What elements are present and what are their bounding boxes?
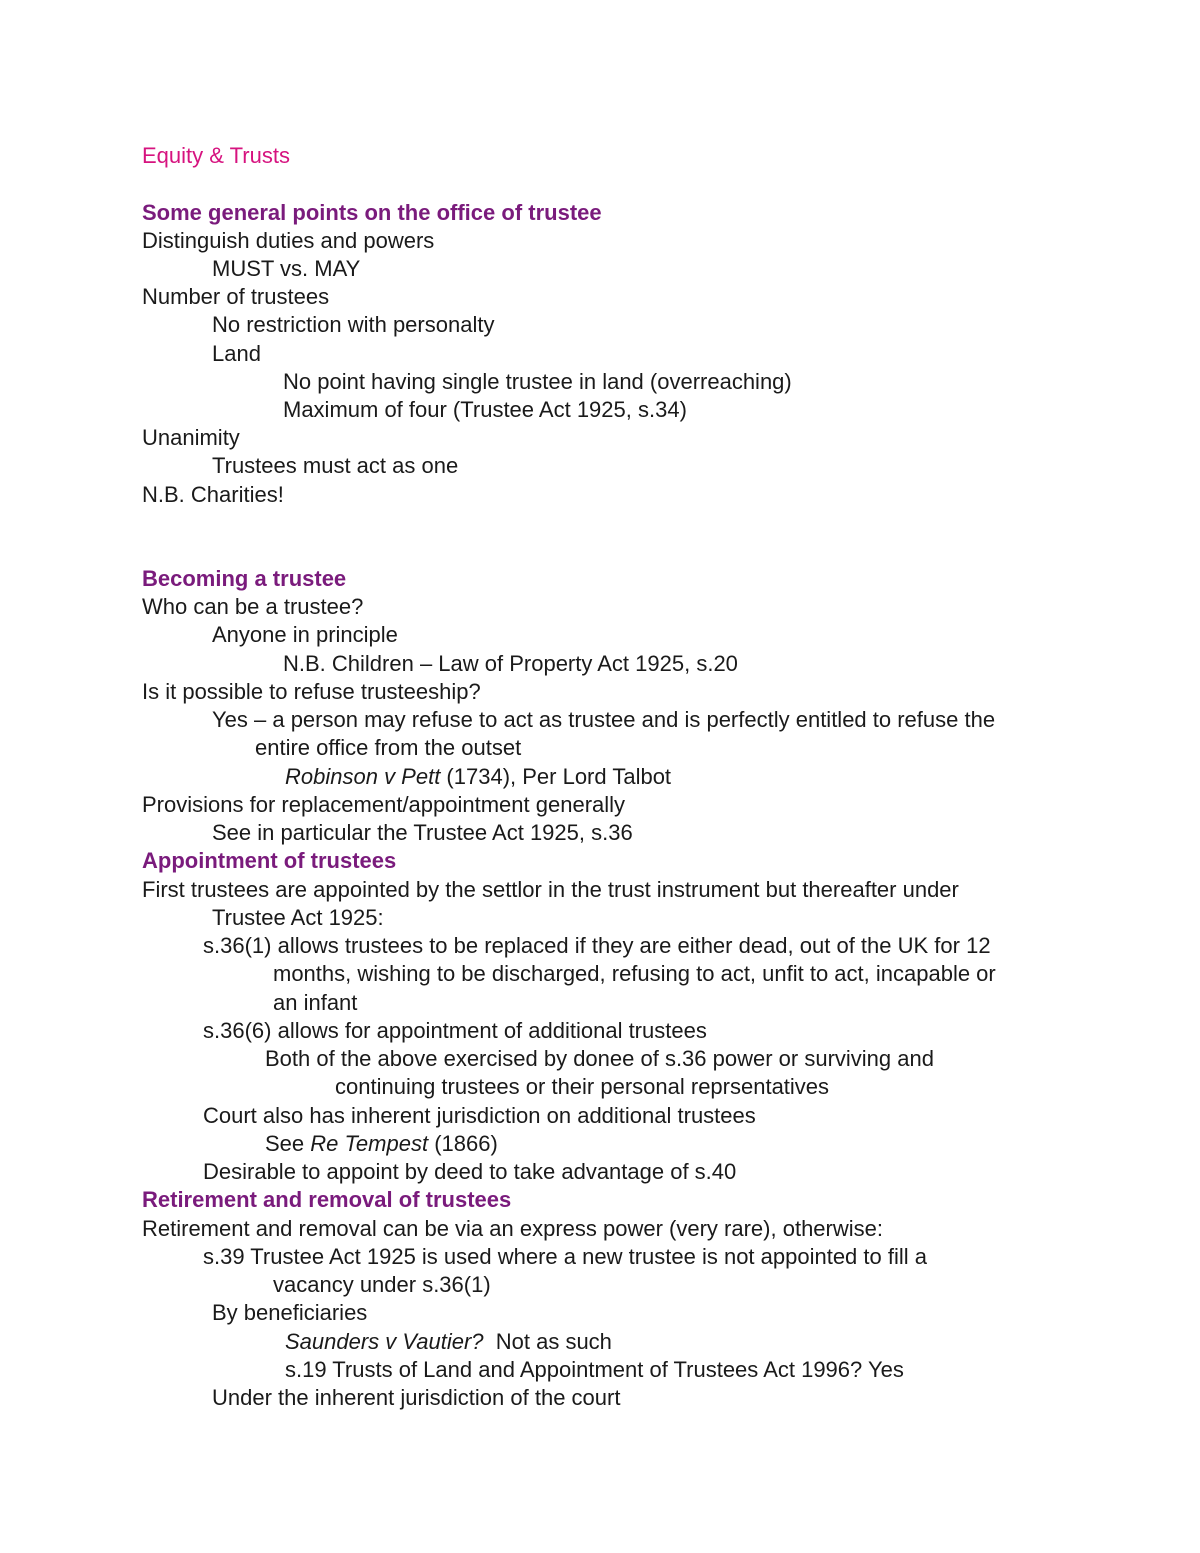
case-name: Robinson v Pett bbox=[285, 764, 441, 789]
text-line: Trustees must act as one bbox=[212, 453, 459, 478]
text-line: Retirement and removal can be via an express power (very rare), otherwise: bbox=[142, 1216, 883, 1241]
text-line: Who can be a trustee? bbox=[142, 594, 364, 619]
text-line: N.B. Charities! bbox=[142, 482, 284, 507]
text-line: Maximum of four (Trustee Act 1925, s.34) bbox=[283, 397, 687, 422]
text-line: See in particular the Trustee Act 1925, s.36 bbox=[212, 820, 633, 845]
text-line: s.36(6) allows for appointment of additional trustees bbox=[203, 1018, 707, 1043]
text-line: Provisions for replacement/appointment generally bbox=[142, 792, 626, 817]
text-line: N.B. Children – Law of Property Act 1925, s.20 bbox=[283, 651, 738, 676]
case-citation-line bbox=[285, 763, 671, 791]
case-details: Not as such bbox=[483, 1329, 612, 1354]
text-line: Unanimity bbox=[142, 425, 240, 450]
case-name: Saunders v Vautier? bbox=[285, 1329, 484, 1354]
case-citation-line bbox=[265, 1130, 498, 1158]
text-line: No restriction with personalty bbox=[212, 312, 495, 337]
text-line: s.36(1) allows trustees to be replaced if they are either dead, out of the UK for 12 bbox=[203, 933, 991, 958]
text-line: entire office from the outset bbox=[255, 735, 522, 760]
document-title: Equity & Trusts bbox=[142, 143, 290, 168]
text-line: s.19 Trusts of Land and Appointment of Trustees Act 1996? Yes bbox=[285, 1357, 904, 1382]
text-line: Both of the above exercised by donee of s.36 power or surviving and bbox=[265, 1046, 934, 1071]
text-line: Court also has inherent jurisdiction on additional trustees bbox=[203, 1103, 756, 1128]
text-line: continuing trustees or their personal reprsentatives bbox=[335, 1074, 830, 1099]
text-line: s.39 Trustee Act 1925 is used where a new trustee is not appointed to fill a bbox=[203, 1244, 927, 1269]
text-line: MUST vs. MAY bbox=[212, 256, 361, 281]
case-prefix: See bbox=[265, 1131, 311, 1156]
text-line: First trustees are appointed by the settlor in the trust instrument but thereafter under bbox=[142, 877, 959, 902]
text-line: Trustee Act 1925: bbox=[212, 905, 384, 930]
section-heading-retirement-and-removal: Retirement and removal of trustees bbox=[142, 1187, 512, 1212]
text-line: Under the inherent jurisdiction of the court bbox=[212, 1385, 621, 1410]
case-name: Re Tempest bbox=[310, 1131, 429, 1156]
text-line: Is it possible to refuse trusteeship? bbox=[142, 679, 481, 704]
text-line: By beneficiaries bbox=[212, 1300, 368, 1325]
case-details: (1866) bbox=[428, 1131, 498, 1156]
text-line: Number of trustees bbox=[142, 284, 330, 309]
text-line: Anyone in principle bbox=[212, 622, 398, 647]
text-line: Distinguish duties and powers bbox=[142, 228, 435, 253]
text-line: months, wishing to be discharged, refusing to act, unfit to act, incapable or bbox=[273, 961, 996, 986]
text-line: Land bbox=[212, 341, 261, 366]
section-heading-office-of-trustee: Some general points on the office of trustee bbox=[142, 200, 602, 225]
text-line: vacancy under s.36(1) bbox=[273, 1272, 491, 1297]
text-line: Yes – a person may refuse to act as trustee and is perfectly entitled to refuse the bbox=[212, 707, 996, 732]
case-details: (1734), Per Lord Talbot bbox=[440, 764, 672, 789]
section-heading-appointment-of-trustees: Appointment of trustees bbox=[142, 848, 397, 873]
text-line: No point having single trustee in land (overreaching) bbox=[283, 369, 792, 394]
case-citation-line bbox=[285, 1328, 612, 1356]
text-line: an infant bbox=[273, 990, 358, 1015]
text-line: Desirable to appoint by deed to take advantage of s.40 bbox=[203, 1159, 737, 1184]
section-heading-becoming-a-trustee: Becoming a trustee bbox=[142, 566, 347, 591]
